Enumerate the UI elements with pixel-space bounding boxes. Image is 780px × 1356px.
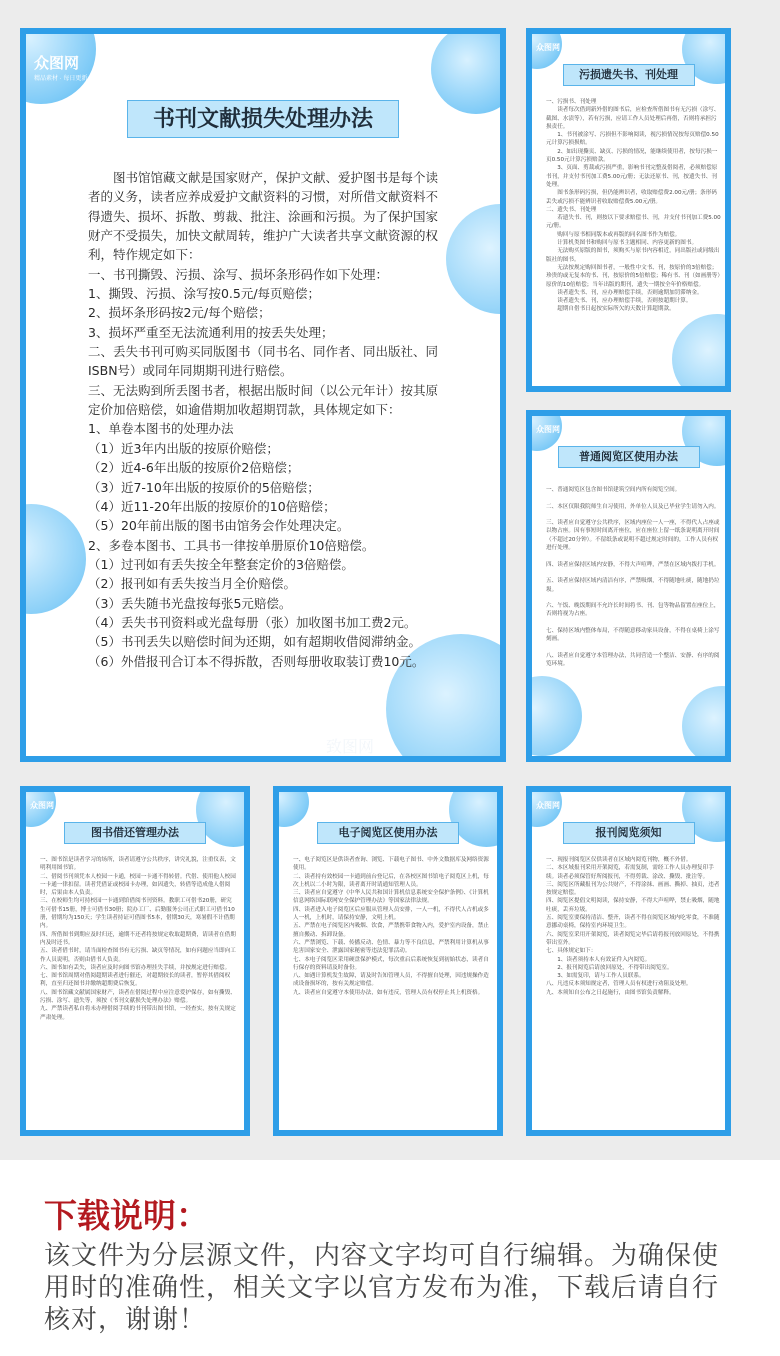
- poster5-line: 七、本电子阅览区采用硬盘保护模式，每次重启后系统恢复到初始状态，读者自行保存的资料请及时备份。: [293, 956, 489, 971]
- poster3-line: 三、读者应自觉遵守公共秩序，区域内座位一人一座，不得代人占座或以物占座。因有事短时间离开座位，应在座位上留一纸条说明离开时间（不超过20分钟）。不留纸条或说明不超过规定时间的，工作人员有权进行处理。: [546, 520, 720, 552]
- poster2-line: 二、遗失书、刊处理: [546, 206, 597, 213]
- main-para: （1）近3年内出版的按原价赔偿；: [88, 440, 279, 456]
- poster6-title: [563, 822, 695, 844]
- poster3-line: [546, 619, 721, 627]
- poster3-line: [546, 494, 721, 502]
- poster2-line: 计算机类图书和购回与原书主题相同、内容更新的图书。: [546, 240, 698, 247]
- main-para: （2）报刊如有丢失按当月全价赔偿。: [88, 576, 296, 592]
- main-poster: [20, 28, 506, 762]
- poster6-line: 七、具体规定如下：: [546, 948, 597, 955]
- poster4-line: 四、所借图书到期应及时归还，逾期不还者将按规定收取超期费，请读者在借期内及时还书。: [40, 931, 236, 946]
- poster2-line: 读者遗失书、刊，应办理赔偿手续，否则按超期计算。: [546, 298, 692, 305]
- main-para: 图书馆馆藏文献是国家财产，保护文献、爱护图书是每个读者的义务，读者应养成爱护文献资料的习惯，对所借文献资料不得遗失、损坏、拆散、剪裁、批注、涂画和污损。为了保护国家财产不受损失，加快文献周转，维护广大读者共享文献资源的权利，特作规定如下：: [88, 170, 439, 263]
- poster4-title: [64, 822, 206, 844]
- poster4-line: 九、严禁读者私自将未办理借阅手续的书刊带出图书馆，一经查实，按有关规定严肃处理。: [40, 1006, 236, 1021]
- poster2-line: 读者遗失书、刊，应办理赔偿手续，否则逾期加罚滞纳金。: [546, 289, 703, 296]
- poster5-line: 四、读者进入电子阅览区后应服从管理人员安排，一人一机，不得代人占机或多人一机，上机时，请保持安静，文明上机。: [293, 906, 489, 922]
- main-para: （5）20年前出版的图书由馆务会作处理决定。: [88, 518, 350, 534]
- poster2-line: 无法购买原版的图书，须购买与原书内容相近，同出版社或同级出版社的图书。: [546, 248, 720, 263]
- poster4-title-text: 图书借还管理办法: [91, 826, 179, 839]
- poster6-line: 五、阅览室要保持清洁、整齐，读者不得在阅览区域内吃零食，不准随意挪动桌椅，保持室内环境卫生。: [546, 915, 720, 930]
- brand-logo: [30, 800, 54, 811]
- main-para: （6）外借报刊合订本不得拆散，否则每册收取装订费10元。: [88, 653, 425, 669]
- main-title: [127, 100, 399, 138]
- poster4-body: [40, 856, 236, 1022]
- main-body: [88, 168, 440, 671]
- brand-logo: [34, 52, 87, 82]
- poster4-line: 六、图书如有丢失，读者应及时向图书馆办理挂失手续，并按规定进行赔偿。: [40, 964, 231, 971]
- brand-logo-text: 众图网: [536, 43, 560, 52]
- main-para: （5）书刊丢失以赔偿时间为还期，如有超期收借阅滞纳金。: [88, 634, 421, 650]
- main-para: 1、撕毁、污损、涂写按0.5元/每页赔偿；: [88, 286, 321, 302]
- poster6-line: 八、凡违反本须知规定者，管理人员有权进行劝阻及处理。: [546, 981, 692, 988]
- poster3-body: [546, 486, 721, 669]
- poster5-title: [317, 822, 459, 844]
- poster3-line: 六、午饭、晚饭期间不允许长时间将书、刊、包等物品留置在座位上，否则将视为占座。: [546, 603, 720, 618]
- poster2-line: 若遗失书、刊，则按以下要求赔偿书、刊，并支付书刊加工费5.00元/册。: [546, 215, 721, 230]
- brand-logo-text: 众图网: [536, 425, 560, 434]
- download-note: [0, 1160, 780, 1356]
- main-para: （3）近7-10年出版的按原价的5倍赔偿；: [88, 479, 320, 495]
- poster5-line: 六、严禁浏览、下载、传播反动、色情、暴力等不良信息，严禁利用计算机从事危害国家安全、泄露国家秘密等违法犯罪活动。: [293, 939, 489, 955]
- poster3-line: 一、普通阅览区包含图书馆建筑空间内所有阅览空间。: [546, 487, 681, 493]
- download-text: 该文件为分层源文件，内容文字均可自行编辑。为确保使用时的准确性，相关文字以官方发布为准，下载后请自行核对，谢谢！: [44, 1241, 720, 1335]
- bottom-right-bubble: [672, 314, 731, 392]
- poster2-line: 一、污损书、刊处理: [546, 99, 597, 105]
- poster6-line: 四、阅览区提倡文明阅读，保持安静，不得大声喧哗，禁止吸烟，随地吐痰，丢弃垃圾。: [546, 898, 720, 913]
- poster2-line: 无法按规定购回图书者，一般性中文书、刊，按原价的3倍赔偿；珍贵的或无复本的书、刊，按原价的5倍赔偿；稀有书、刊（如画册等）原价的10倍赔偿；当年出版的期刊，遗失一期按全年价格赔偿。: [546, 264, 721, 288]
- main-para: （1）过刊如有丢失按全年整套定价的3倍赔偿。: [88, 556, 354, 572]
- poster2-line: 购回与原书相同版本或再版的同名图书作为赔偿。: [546, 231, 681, 238]
- main-para: （4）丢失书刊资料或光盘每册（张）加收图书加工费2元。: [88, 614, 417, 630]
- download-title: 下载说明：: [44, 1196, 209, 1235]
- top-right-bubble: [431, 28, 506, 114]
- brand-logo-text: 众图网: [30, 801, 54, 810]
- main-para: 二、丢失书刊可购买同版图书（同书名、同作者、同出版社、同ISBN号）或同年同期期刊进行赔偿。: [88, 344, 439, 379]
- brand-logo-text: 众图网: [536, 801, 560, 810]
- poster3-line: 七、保持区域内整体布局，不得随意移动家具设备，不得在桌椅上涂写刻画。: [546, 628, 720, 643]
- poster4-line: 二、借阅书刊须凭本人校园一卡通，校园一卡通不得转借。代借、使用他人校园一卡通一律扣留。读者凭借证或校园卡办理，如因遗失，转借等造成他人借阅时，后果由本人负责。: [40, 873, 236, 897]
- poster-damage-loss: [526, 28, 731, 392]
- poster6-line: 1、读者须持本人有效证件入内阅览。: [546, 956, 651, 963]
- poster4-line: 三、在校师生均可持校园一卡通到馆借阅书刊资料。教职工可借书20册，研究生可借书15册，博士可借书30册；院办工厂、后勤服务公司正式职工可借书10册，借期均为150天；学生读者持证可借图书5本，借期30天，寒暑假不计借期内。: [40, 898, 235, 930]
- poster2-body: [546, 98, 721, 314]
- brand-logo: [536, 424, 560, 435]
- brand-slogan: 精品素材 · 每日更新: [34, 76, 88, 82]
- poster3-line: [546, 511, 721, 519]
- poster2-line: 超期自借书日起按实际所欠的天数计算超期款。: [546, 306, 675, 313]
- poster-newspaper-reading: [526, 786, 731, 1136]
- main-title-text: 书刊文献损失处理办法: [152, 106, 373, 132]
- poster3-title: [558, 446, 700, 468]
- poster5-line: 三、读者应自觉遵守《中华人民共和国计算机信息系统安全保护条例》、《计算机信息网络国际联网安全保护管理办法》等国家法律法规。: [293, 890, 489, 905]
- poster2-line: 2、如出现撕页、缺页、污损的情况，能继续使用者，按每污损一页0.50元计算污损赔款。: [546, 148, 718, 164]
- poster2-line: 3、页面、剪裁或污损严重，影响书刊完整及借阅者，必须赔偿原书刊，并支付书刊加工费5.00元/册；无法还原书、刊，按遗失书、刊处理。: [546, 165, 718, 188]
- poster6-title-text: 报刊阅览须知: [595, 826, 662, 839]
- main-para: （4）近11-20年出版的按原价的10倍赔偿；: [88, 498, 336, 514]
- poster2-title: [563, 64, 695, 86]
- poster4-line: 八、图书馆藏文献属国家财产，读者在借阅过程中应注意爱护保存，如有撕毁、污损、涂写、遗失等，须按《书刊文献损失处理办法》赔偿。: [40, 989, 236, 1005]
- poster3-line: 五、读者应保持区域内清洁有序，严禁吸烟，不得随地吐痰，随地扔垃圾。: [546, 578, 720, 593]
- poster2-title-text: 污损遗失书、刊处理: [579, 68, 678, 81]
- brand-logo: [536, 42, 560, 53]
- poster6-line: 六、阅览室采用开架阅览，读者阅览完毕后请将报刊放回原处，不得携带出室外。: [546, 931, 720, 946]
- poster3-line: 四、读者应保持区域内安静，不得大声喧哗，严禁在区域内拨打手机。: [546, 561, 720, 568]
- main-para: 一、书刊撕毁、污损、涂写、损坏条形码作如下处理：: [88, 266, 389, 282]
- poster6-line: 三、阅览区所藏报刊为公共财产，不得涂抹、画画、撕掉、抽页，违者按规定赔偿。: [546, 881, 720, 897]
- brand-logo-text: 众图网: [34, 55, 80, 72]
- poster5-body: [293, 856, 489, 997]
- poster-reading-area: [526, 410, 731, 762]
- poster6-line: 3、如需复印，请与工作人员联系。: [546, 973, 645, 980]
- poster3-line: [546, 552, 721, 560]
- bottom-left-bubble: [526, 676, 582, 756]
- poster3-line: 八、读者应自觉遵守本管理办法，共同营造一个整洁、安静、有序的阅览环境。: [546, 652, 720, 668]
- poster-e-reading: [273, 786, 503, 1136]
- main-para: 3、损坏严重至无法流通利用的按丢失处理；: [88, 324, 334, 340]
- main-para: （3）丢失随书光盘按每张5元赔偿。: [88, 595, 292, 611]
- poster2-line: 1、书刊被涂写、污损但不影响阅读，视污损情况按每页赔偿0.50元计算污损损赔。: [546, 132, 719, 147]
- poster2-line: 读者每次借到新外借的图书后，应检查所借图书有无污损（涂写、截图、水渍等），若有污损，应请工作人员处理后再借，否则将承担污损责任。: [546, 107, 720, 130]
- watermark: 致图网: [326, 737, 375, 756]
- poster6-line: 一、现报刊阅览区仅供读者在区域内阅览刊物，概不外借。: [546, 857, 692, 863]
- main-para: 2、多卷本图书、工具书一律按单册原价10倍赔偿。: [88, 537, 375, 553]
- poster5-line: 五、严禁在电子阅览区内吸烟、饮食，严禁携带食物入内，爱护室内设备，禁止擅自搬动、拆卸设备。: [293, 923, 489, 938]
- poster5-line: 二、读者持有效校园一卡通到前台登记后，在各校区图书馆电子阅览区上机，每次上机以二小时为限，读者离开时请通知管理人员。: [293, 873, 489, 888]
- poster3-line: [546, 594, 721, 602]
- poster6-body: [546, 856, 721, 997]
- poster5-line: 一、电子阅览区是供读者查询、浏览、下载电子图书、中外文数据库及网络资源使用。: [293, 857, 489, 872]
- poster5-line: 九、读者应自觉遵守本使用办法，如有违反，管理人员有权停止其上机资格。: [293, 989, 484, 996]
- top-left-bubble: [273, 786, 309, 827]
- poster6-line: 2、报刊阅览后请放回原处，不得带出阅览室。: [546, 964, 673, 971]
- main-para: 2、损坏条形码按2元/每个赔偿；: [88, 305, 271, 321]
- poster5-title-text: 电子阅览区使用办法: [338, 826, 438, 839]
- poster-borrow-return: [20, 786, 250, 1136]
- poster4-line: 一、图书馆是读者学习的场所，读者请遵守公共秩序，讲究礼貌，注重仪表，文明利用图书馆。: [40, 857, 236, 872]
- poster5-line: 八、如遇计算机发生故障，请及时告知管理人员，不得擅自处理，因违规操作造成设备损坏的，按有关规定赔偿。: [293, 973, 489, 988]
- poster6-line: 九、本须知自公布之日起施行，由图书馆负责解释。: [546, 989, 675, 996]
- main-para: 三、无法购到所丢图书者，根据出版时间（以公元年计）按其原定价加倍赔偿，如逾借期加收超期罚款，具体规定如下：: [88, 382, 439, 418]
- poster3-line: 二、本区仅限我院师生自习使用，外单位人员及已毕业学生请勿入内。: [546, 503, 720, 510]
- poster3-line: [546, 569, 721, 577]
- brand-logo: [536, 800, 560, 811]
- poster4-line: 五、读者借书时，请当面检查图书有无污损、缺页等情况，如有问题应当即向工作人员说明，否则由借书人负责。: [40, 948, 236, 963]
- bottom-left-bubble: [20, 504, 86, 614]
- main-para: 1、单卷本图书的处理办法: [88, 421, 234, 437]
- poster6-line: 二、本区域报刊采用开架阅览，若需复制，需经工作人员办理复印手续。读者必须保管好所阅报刊，不得剪裁、涂改、撕毁、批注等。: [546, 865, 714, 880]
- poster4-line: 七、图书馆周期对借阅超期读者进行催还，对超期较长的读者，暂停其借阅权利，直至归还图书并缴纳超期费后恢复。: [40, 973, 231, 988]
- poster2-line: 图书条形码污损，但仍能辨识者，收取赔偿费2.00元/册；条形码丢失或污损不能辨识者收取赔偿费5.00元/册。: [546, 190, 717, 205]
- main-para: （2）近4-6年出版的按原价2倍赔偿；: [88, 460, 300, 476]
- poster3-line: [546, 644, 721, 652]
- bottom-right-bubble: [682, 686, 731, 762]
- poster3-title-text: 普通阅览区使用办法: [579, 450, 678, 463]
- right-bubble: [446, 204, 506, 314]
